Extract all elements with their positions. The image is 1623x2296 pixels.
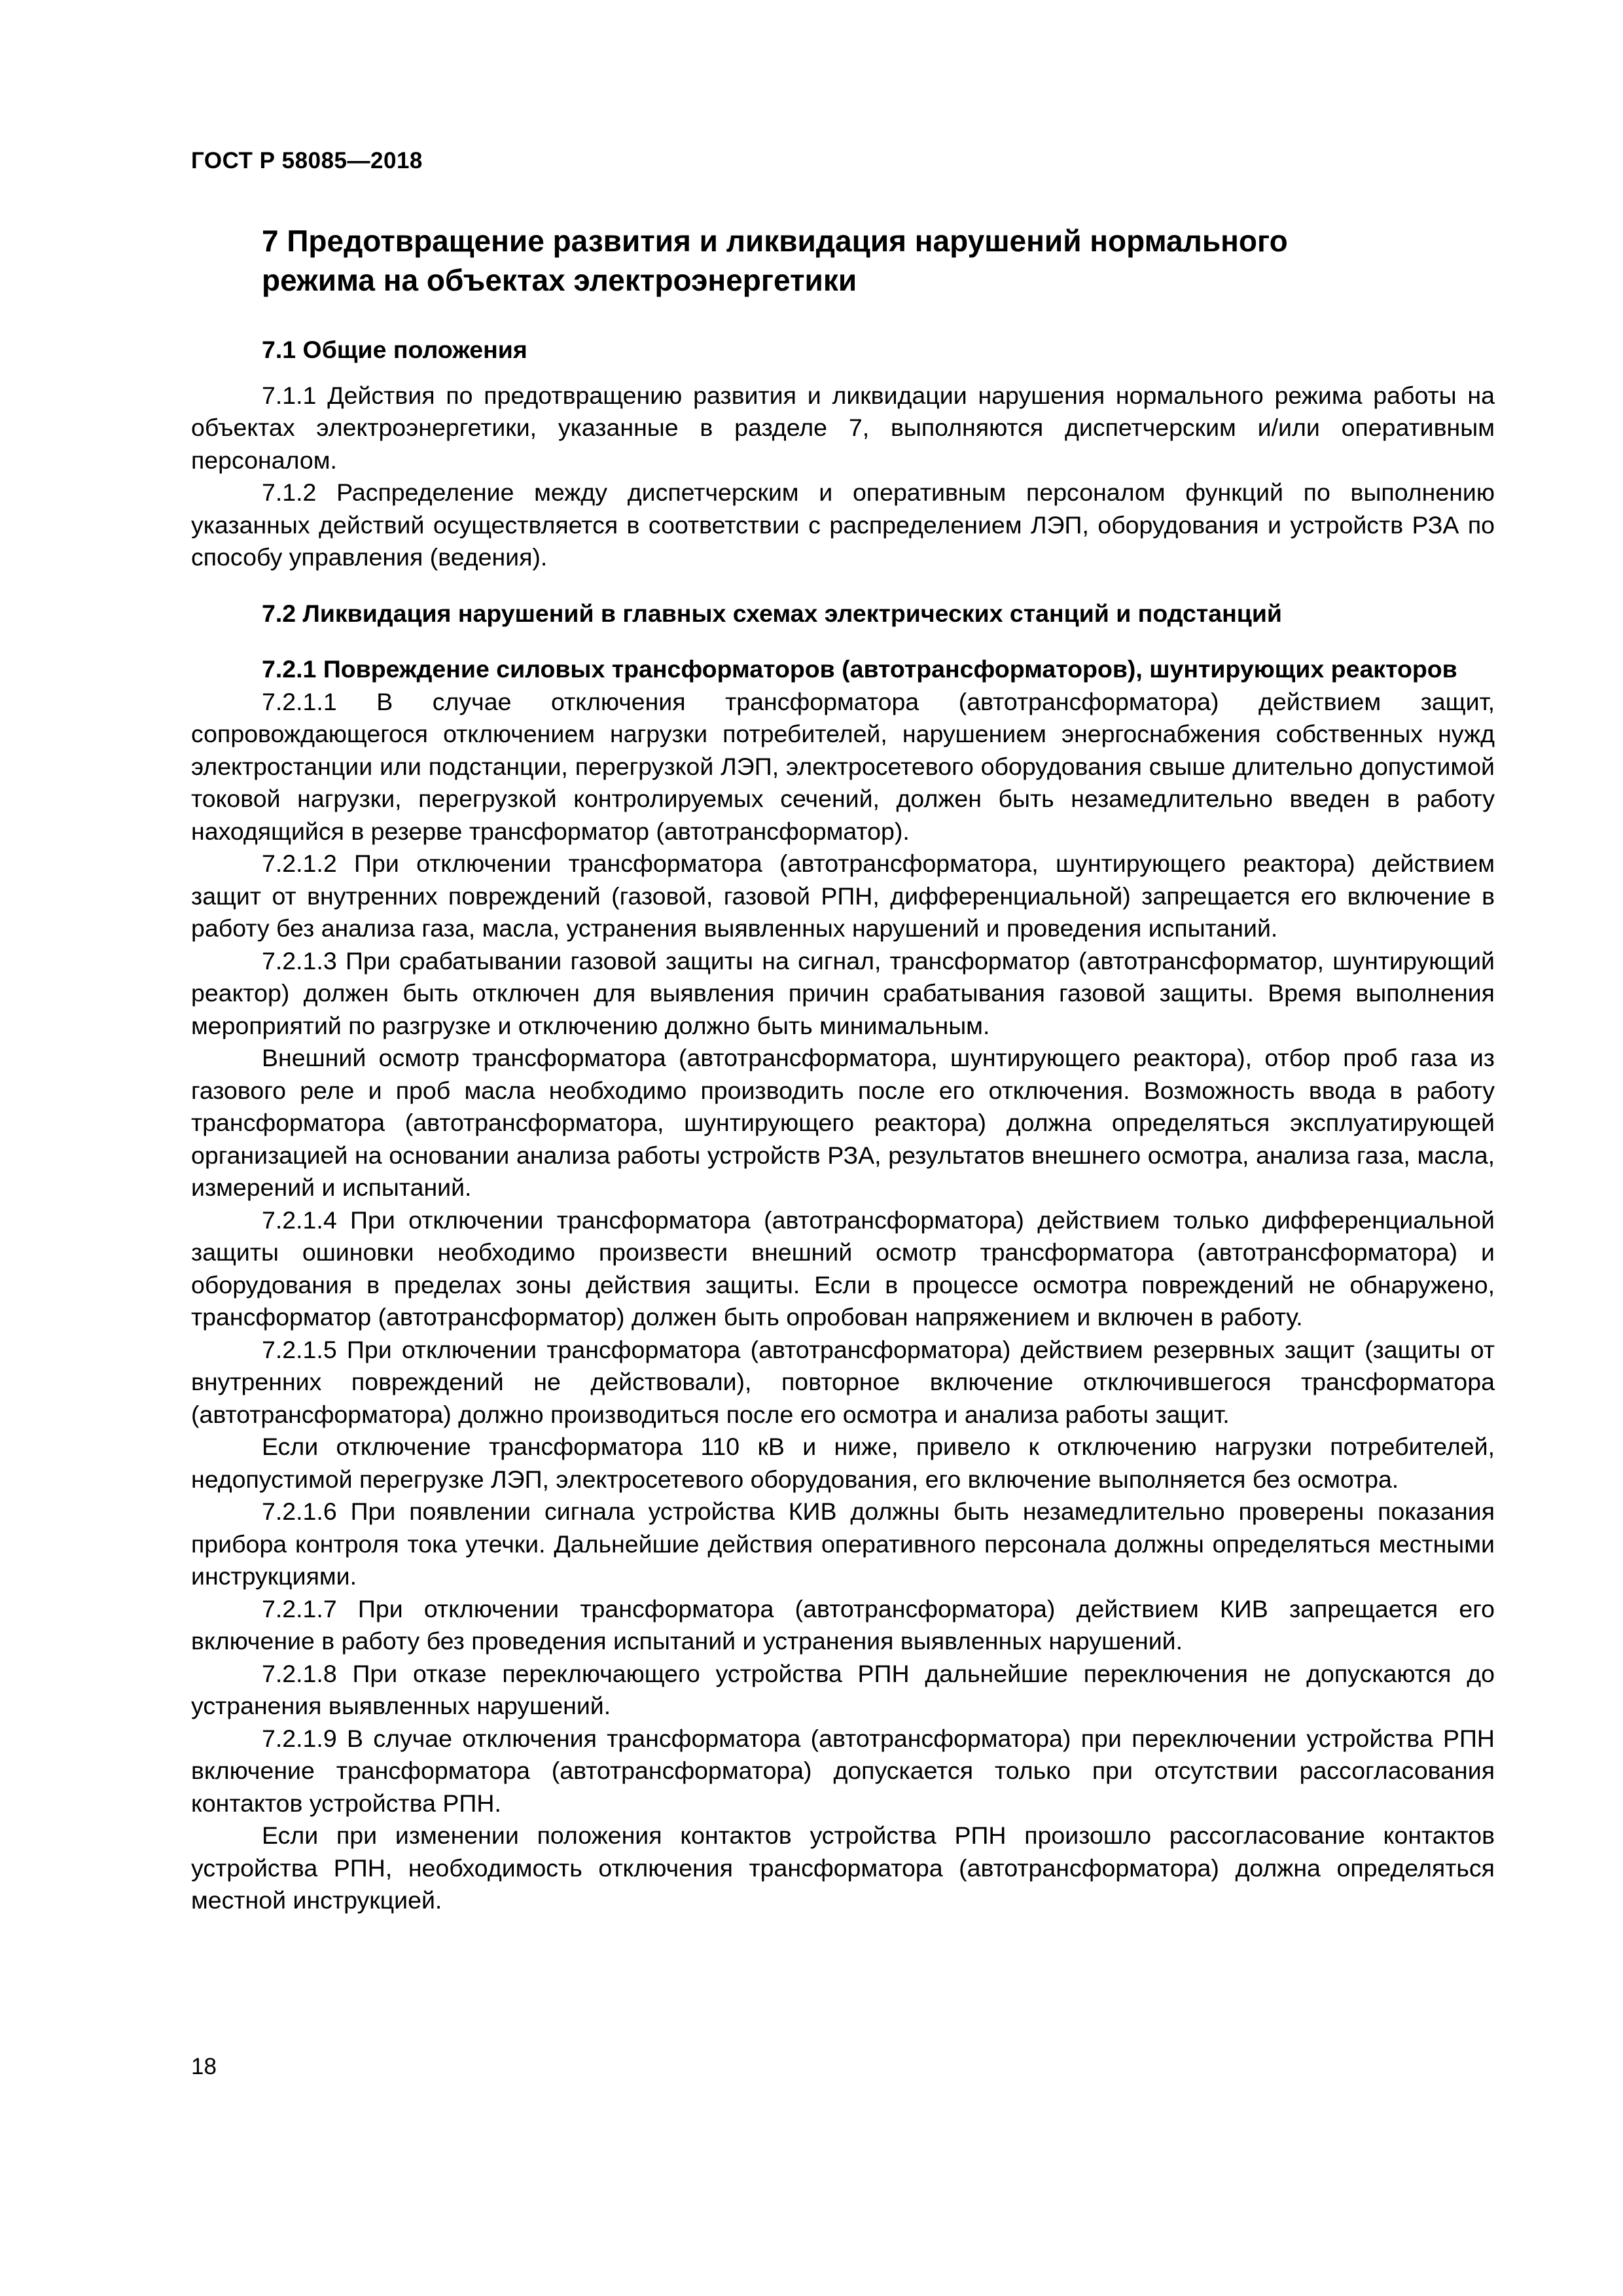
paragraph-7-2-1-9: 7.2.1.9 В случае отключения трансформатора (автотрансформатора) при переключении устройства РПН включение трансформатора (автотрансформатора) допускается только при отсутствии рассогласования контактов устройства РПН. [191, 1724, 1495, 1817]
chapter-title-line-1: 7 Предотвращение развития и ликвидация нарушений нормального [262, 224, 1288, 258]
paragraph-7-2-1-2: 7.2.1.2 При отключении трансформатора (автотрансформатора, шунтирующего реактора) действием защит от внутренних повреждений (газовой, газовой РПН, дифференциальной) запрещается его включение в работу без анализа газа, масла, устранения выявленных нарушений и проведения испытаний. [191, 850, 1495, 942]
paragraph-7-2-1-6: 7.2.1.6 При появлении сигнала устройства КИВ должны быть незамедлительно проверены показания прибора контроля тока утечки. Дальнейшие действия оперативного персонала должны определяться местными инструкциями. [191, 1498, 1495, 1590]
paragraph-7-1-2: 7.1.2 Распределение между диспетчерским и оперативным персоналом функций по выполнению указанных действий осуществляется в соответствии с распределением ЛЭП, оборудования и устройств РЗА по способу управления (ведения). [191, 478, 1495, 571]
paragraph-7-2-1-8: 7.2.1.8 При отказе переключающего устройства РПН дальнейшие переключения не допускаются до устранения выявленных нарушений. [191, 1659, 1495, 1719]
standard-code-header: ГОСТ Р 58085—2018 [191, 148, 423, 173]
paragraph-7-2-1-7: 7.2.1.7 При отключении трансформатора (автотрансформатора) действием КИВ запрещается его включение в работу без проведения испытаний и устранения выявленных нарушений. [191, 1594, 1495, 1655]
section-heading-7-2: 7.2 Ликвидация нарушений в главных схемах электрических станций и подстанций [262, 599, 1282, 627]
paragraph-7-2-1-4: 7.2.1.4 При отключении трансформатора (автотрансформатора) действием только дифференциальной защиты ошиновки необходимо произвести внешний осмотр трансформатора (автотрансформатора) и оборудования в пределах зоны действия защиты. Если в процессе осмотра повреждений не обнаружено, трансформатор (автотрансформатор) должен быть опробован напряжением и включен в работу. [191, 1206, 1495, 1331]
paragraph-7-2-1-5: 7.2.1.5 При отключении трансформатора (автотрансформатора) действием резервных защит (защиты от внутренних повреждений не действовали), повторное включение отключившегося трансформатора (автотрансформатора) должно производиться после его осмотра и анализа работы защит. [191, 1335, 1495, 1428]
paragraph-7-1-1: 7.1.1 Действия по предотвращению развития и ликвидации нарушения нормального режима работы на объектах электроэнергетики, указанные в разделе 7, выполняются диспетчерским и/или оперативным персоналом. [191, 381, 1495, 474]
paragraph-110kv-switching: Если отключение трансформатора 110 кВ и ниже, привело к отключению нагрузки потребителей, недопустимой перегрузке ЛЭП, электросетевого оборудования, его включение выполняется без осмотра. [191, 1433, 1495, 1493]
subsection-heading-7-2-1: 7.2.1 Повреждение силовых трансформаторов (автотрансформаторов), шунтирующих реакторов [262, 655, 1457, 683]
paragraph-external-inspection: Внешний осмотр трансформатора (автотрансформатора, шунтирующего реактора), отбор проб газа из газового реле и проб масла необходимо производить после его отключения. Возможность ввода в работу трансформатора (автотрансформатора, шунтирующего реактора) должна определяться эксплуатирующей организацией на основании анализа работы устройств РЗА, результатов внешнего осмотра, анализа газа, масла, измерений и испытаний. [191, 1044, 1495, 1201]
paragraph-7-2-1-1: 7.2.1.1 В случае отключения трансформатора (автотрансформатора) действием защит, сопровождающегося отключением нагрузки потребителей, нарушением энергоснабжения собственных нужд электростанции или подстанции, перегрузкой ЛЭП, электросетевого оборудования свыше длительно допустимой токовой нагрузки, перегрузкой контролируемых сечений, должен быть незамедлительно введен в работу находящийся в резерве трансформатор (автотрансформатор). [191, 687, 1495, 845]
section-heading-7-1: 7.1 Общие положения [262, 336, 527, 363]
paragraph-7-2-1-3: 7.2.1.3 При срабатывании газовой защиты на сигнал, трансформатор (автотрансформатор, шунтирующий реактор) должен быть отключен для выявления причин срабатывания газовой защиты. Время выполнения мероприятий по разгрузке и отключению должно быть минимальным. [191, 946, 1495, 1039]
paragraph-rpn-mismatch: Если при изменении положения контактов устройства РПН произошло рассогласование контактов устройства РПН, необходимость отключения трансформатора (автотрансформатора) должна определяться местной инструкцией. [191, 1821, 1495, 1914]
page-number: 18 [191, 2054, 217, 2079]
chapter-title [262, 221, 1505, 300]
chapter-title-line-2: режима на объектах электроэнергетики [262, 263, 857, 297]
document-body [191, 334, 1495, 1917]
